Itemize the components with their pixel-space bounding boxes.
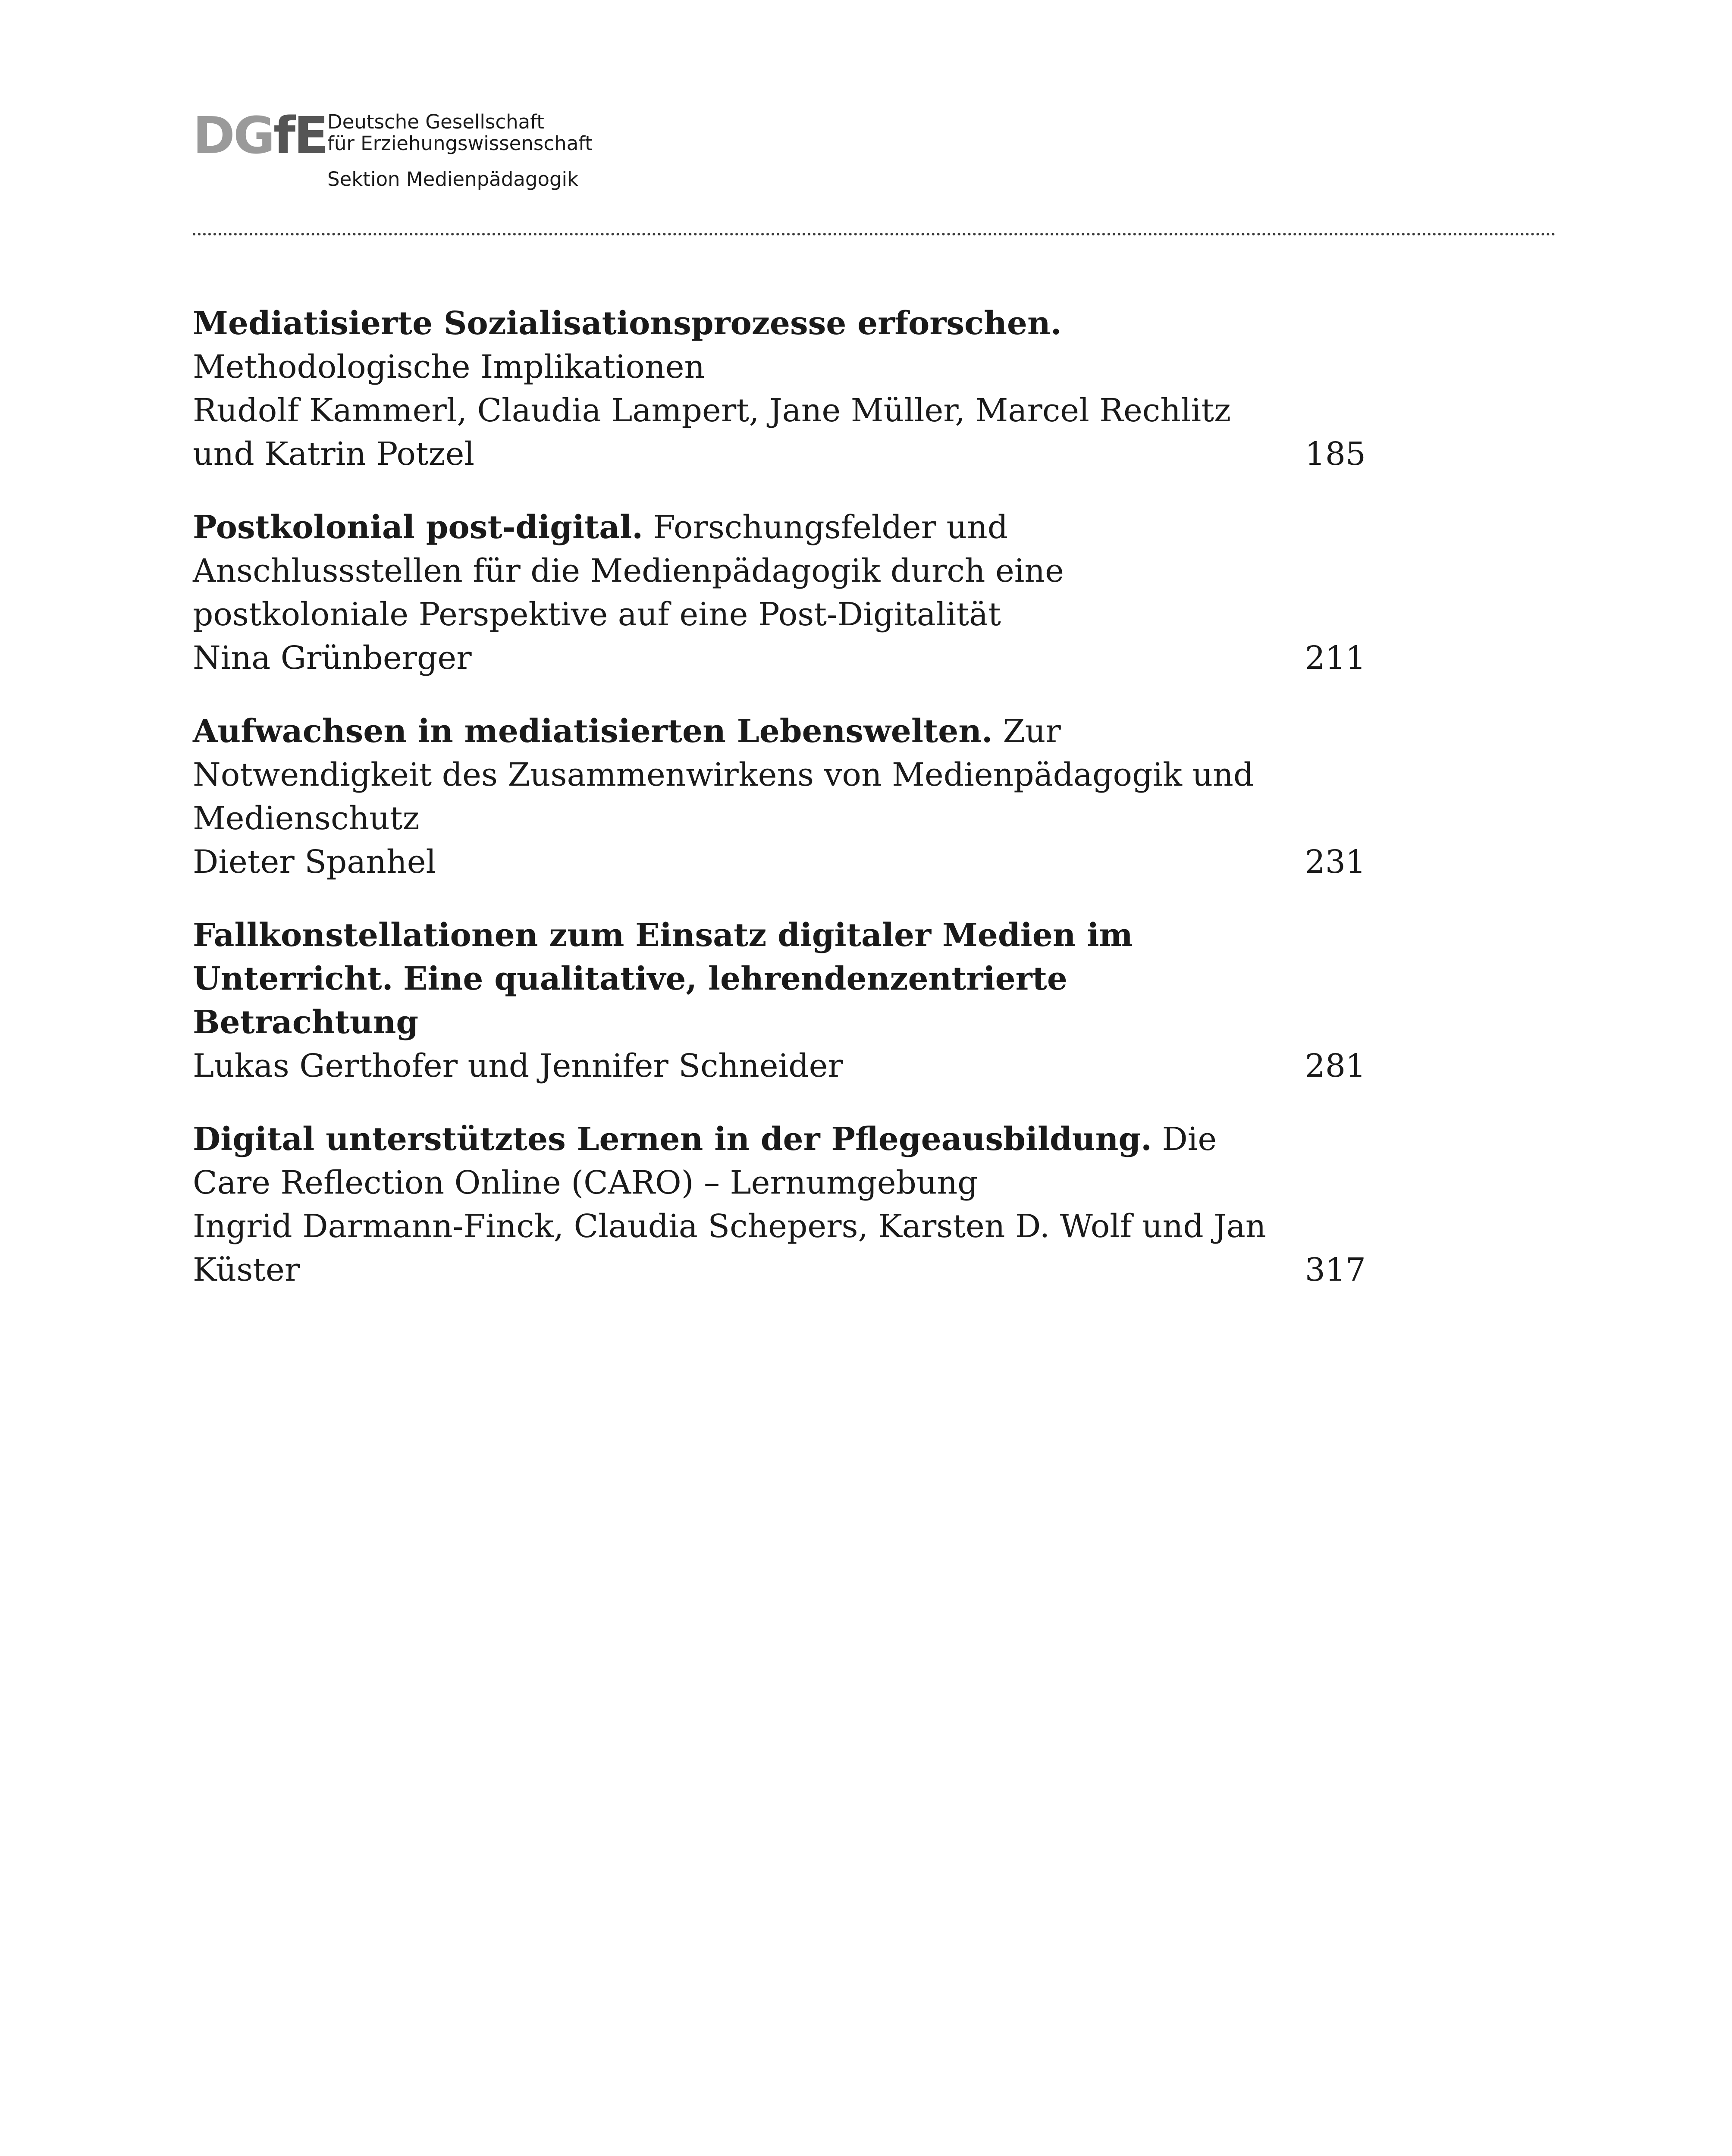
dgfe-logo-mark xyxy=(193,106,327,165)
entry-title xyxy=(193,710,1366,840)
section-name: Sektion Medienpädagogik xyxy=(327,168,579,191)
entry-title-main: Aufwachsen in mediatisierten Lebenswelten. xyxy=(193,713,993,750)
entry-page-number: 185 xyxy=(1305,436,1366,473)
toc-entry xyxy=(193,710,1366,884)
org-name-line1: Deutsche Gesellschaft xyxy=(327,110,544,133)
org-name-line2: für Erziehungswissenschaft xyxy=(327,132,593,155)
dgfe-logo xyxy=(193,106,593,201)
entry-page-number: 281 xyxy=(1305,1047,1366,1084)
entry-title-sub: Eine qualitative, lehrendenzentrierte Betrachtung xyxy=(193,960,1067,1041)
entry-authors: Ingrid Darmann-Finck, Claudia Schepers, Karsten D. Wolf und Jan Küster xyxy=(193,1208,1266,1288)
toc-entry xyxy=(193,1118,1366,1292)
logo-letters-light: DG xyxy=(193,106,273,165)
entry-page-number: 211 xyxy=(1305,639,1366,677)
entry-page-number: 231 xyxy=(1305,843,1366,881)
entry-title-sub: Forschungsfelder und Anschlussstellen für die Medienpädagogik durch eine postkoloniale Perspektive auf eine Post-Digitalität xyxy=(193,509,1064,633)
toc-entry xyxy=(193,506,1366,680)
entry-title xyxy=(193,914,1366,1044)
entry-title xyxy=(193,506,1366,636)
entry-title xyxy=(193,1118,1366,1205)
table-of-contents xyxy=(193,302,1366,1322)
toc-entry xyxy=(193,914,1366,1088)
entry-page-number: 317 xyxy=(1305,1251,1366,1288)
entry-authors: Dieter Spanhel xyxy=(193,843,436,881)
entry-title-main: Digital unterstütztes Lernen in der Pflegeausbildung. xyxy=(193,1121,1152,1158)
entry-title-sub: Zur Notwendigkeit des Zusammenwirkens von Medienpädagogik und Medienschutz xyxy=(193,713,1254,837)
entry-authors: Lukas Gerthofer und Jennifer Schneider xyxy=(193,1047,843,1084)
entry-title-main: Fallkonstellationen zum Einsatz digitaler Medien im Unterricht. xyxy=(193,917,1133,997)
entry-authors: Rudolf Kammerl, Claudia Lampert, Jane Müller, Marcel Rechlitz und Katrin Potzel xyxy=(193,392,1231,473)
entry-title xyxy=(193,302,1366,389)
entry-title-sub: Die Care Reflection Online (CARO) – Lernumgebung xyxy=(193,1121,1217,1201)
logo-letters-dark: fE xyxy=(273,106,327,165)
entry-title-sub: Methodologische Implikationen xyxy=(193,348,705,385)
entry-authors: Nina Grünberger xyxy=(193,639,472,677)
entry-title-main: Mediatisierte Sozialisationsprozesse erforschen. xyxy=(193,305,1062,342)
entry-title-main: Postkolonial post-digital. xyxy=(193,509,643,546)
header-divider xyxy=(193,233,1556,235)
toc-entry xyxy=(193,302,1366,476)
